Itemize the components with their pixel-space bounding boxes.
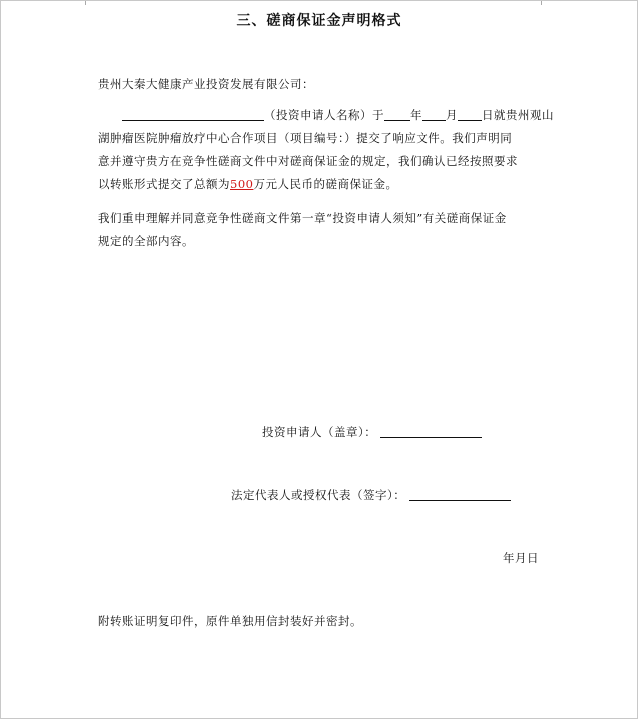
applicant-seal-label: 投资申请人（盖章）： — [262, 425, 377, 439]
page-corner-mark-right — [541, 1, 548, 5]
applicant-seal-field — [262, 421, 482, 444]
attachment-note: 附转账证明复印件，原件单独用信封装好并密封。 — [98, 614, 362, 628]
paragraph-text: 月 — [446, 108, 458, 122]
applicant-name-blank — [122, 106, 264, 121]
addressee: 贵州大秦大健康产业投资发展有限公司： — [98, 77, 314, 91]
paragraph-text: 年 — [410, 108, 422, 122]
applicant-seal-line — [380, 425, 482, 438]
year-blank — [384, 106, 410, 121]
declaration-paragraph — [98, 104, 554, 196]
day-blank — [458, 106, 482, 121]
paragraph-line: 我们重申理解并同意竞争性磋商文件第一章“投资申请人须知”有关磋商保证金 — [98, 211, 507, 225]
reaffirmation-paragraph — [98, 207, 548, 253]
paragraph-text: 日就贵州观山 — [482, 108, 554, 122]
paragraph-text: 万元人民币的磋商保证金。 — [253, 177, 398, 191]
legal-rep-signature-field — [231, 484, 511, 507]
paragraph-line — [98, 104, 554, 127]
paragraph-line — [98, 173, 548, 196]
month-blank — [422, 106, 446, 121]
paragraph-line: 规定的全部内容。 — [98, 234, 194, 248]
paragraph-line: 湖肿瘤医院肿瘤放疗中心合作项目（项目编号：）提交了响应文件。我们声明同 — [98, 131, 513, 145]
paragraph-line: 意并遵守贵方在竞争性磋商文件中对磋商保证金的规定，我们确认已经按照要求 — [98, 154, 518, 168]
document-title: 三、磋商保证金声明格式 — [236, 13, 402, 29]
date-field: 年月日 — [503, 551, 539, 565]
page-corner-mark-left — [79, 1, 86, 5]
paragraph-text: 以转账形式提交了总额为 — [98, 177, 230, 191]
paragraph-text: （投资申请人名称）于 — [264, 108, 384, 122]
deposit-amount: 500 — [230, 177, 254, 191]
legal-rep-signature-label: 法定代表人或授权代表（签字）： — [231, 488, 406, 502]
legal-rep-signature-line — [409, 488, 511, 501]
